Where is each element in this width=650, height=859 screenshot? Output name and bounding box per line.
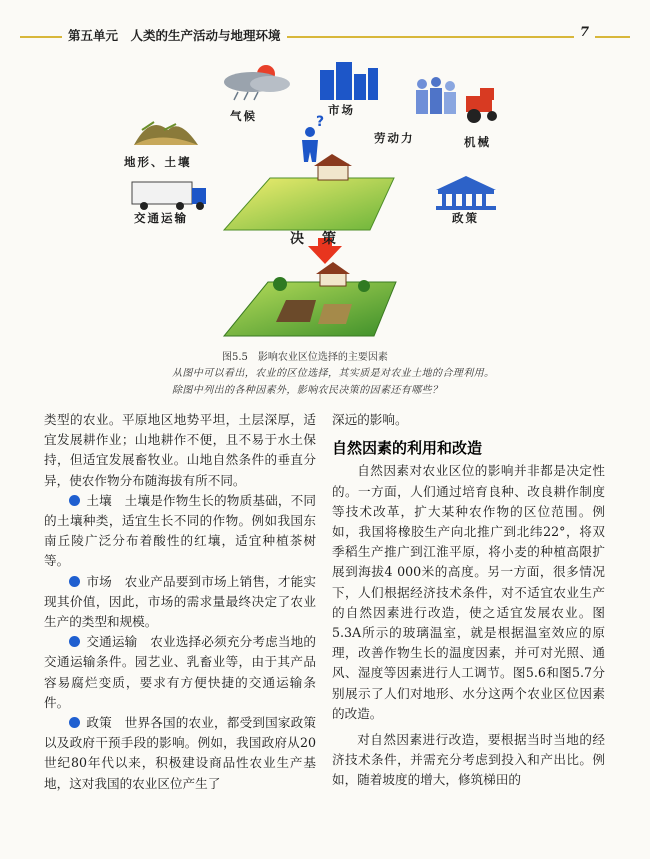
figure-caption-line: 除图中列出的各种因素外，影响农民决策的因素还有哪些？	[172, 385, 443, 396]
label-climate: 气候	[230, 109, 257, 123]
terrain-icon	[134, 122, 198, 145]
bullet-icon	[69, 495, 80, 506]
label-labor: 劳动力	[374, 131, 415, 145]
farmer-icon	[302, 114, 324, 162]
paragraph: 对自然因素进行改造，要根据当时当地的经济技术条件，并需充分考虑到投入和产出比。例如，随着坡度的增大，修筑梯田的	[332, 732, 605, 788]
soil-paragraph	[44, 491, 316, 572]
label-terrain-soil: 地形、土壤	[124, 155, 192, 169]
soil-heading: 土壤	[86, 492, 112, 508]
policy-paragraph	[44, 713, 316, 794]
land-before-icon	[224, 154, 394, 230]
right-column	[332, 410, 605, 791]
unit-title: 第五单元 人类的生产活动与地理环境	[62, 26, 287, 44]
figure-caption-line: 从图中可以看出，农业的区位选择，其实质是对农业土地的合理利用。	[172, 368, 495, 379]
figure-agri-factors	[120, 60, 520, 350]
labor-icon	[416, 77, 456, 114]
figure-illustration	[120, 60, 520, 350]
market-text: 农业产品要到市场上销售，才能实现其价值，因此，市场的需求量最终决定了农业生产的类型和规模。	[44, 573, 317, 630]
page-number: 7	[574, 25, 595, 40]
paragraph: 自然因素对农业区位的影响并非都是决定性的。一方面，人们通过培育良种、改良耕作制度等技术改革，扩大某种农作物的区位范围。例如，我国将橡胶生产向北推广到北纬22°，将双季稻生产推广到江淮平原，将小麦的种植高限扩展到海拔4 000米的高度。另一方面，很多情况下，人们根据经济技术条件，对不适宜农业生产的自然因素进行改造，使之适宜发展农业。图5.3A所示的玻璃温室，就是根据温室效应的原理，改善作物生长的温度因素，并可对光照、通风、湿度等因素进行人工调节。图5.6和图5.7分别展示了人们对地形、水分这两个农业区位因素的改造。	[332, 463, 605, 721]
market-icon	[320, 62, 378, 100]
transport-text: 农业选择必须充分考虑当地的交通运输条件。园艺业、乳畜业等，由于其产品容易腐烂变质，要求有方便快捷的交通运输条件。	[44, 634, 317, 710]
label-decision: 决 策	[290, 231, 338, 247]
label-transport: 交通运输	[134, 211, 188, 225]
policy-text: 世界各国的农业，都受到国家政策以及政府干预手段的影响。例如，我国政府从20世纪80年代以来，积极建设商品性农业生产基地，这对我国的农业区位产生了	[44, 715, 317, 791]
section-heading: 自然因素的利用和改造	[332, 439, 483, 458]
machinery-icon	[466, 88, 497, 123]
truck-icon	[132, 182, 206, 210]
paragraph: 类型的农业。平原地区地势平坦，土层深厚，适宜发展耕作业；山地耕作不便，且不易于水土保持，但适宜发展畜牧业。山地自然条件的垂直分异，使农作物分布随海拔有所不同。	[44, 412, 316, 488]
government-building-icon	[436, 176, 496, 210]
transport-paragraph	[44, 632, 316, 713]
svg-text:?: ?	[316, 114, 325, 130]
figure-caption-title: 图5.5 影响农业区位选择的主要因素	[222, 352, 388, 363]
market-heading: 市场	[86, 573, 112, 589]
climate-icon	[224, 65, 290, 100]
transport-heading: 交通运输	[86, 634, 138, 650]
land-after-icon	[224, 262, 396, 336]
label-policy: 政策	[452, 211, 479, 225]
bullet-icon	[69, 576, 80, 587]
left-column	[44, 410, 316, 794]
label-market: 市场	[328, 103, 355, 117]
bullet-icon	[69, 717, 80, 728]
soil-text: 土壤是作物生长的物质基础，不同的土壤种类，适宜生长不同的作物。例如我国东南丘陵广泛分布着酸性的红壤，适宜种植茶树等。	[44, 492, 317, 569]
paragraph: 深远的影响。	[332, 412, 408, 427]
label-machinery: 机械	[464, 135, 491, 149]
bullet-icon	[69, 636, 80, 647]
market-paragraph	[44, 572, 316, 633]
policy-heading: 政策	[86, 715, 112, 731]
